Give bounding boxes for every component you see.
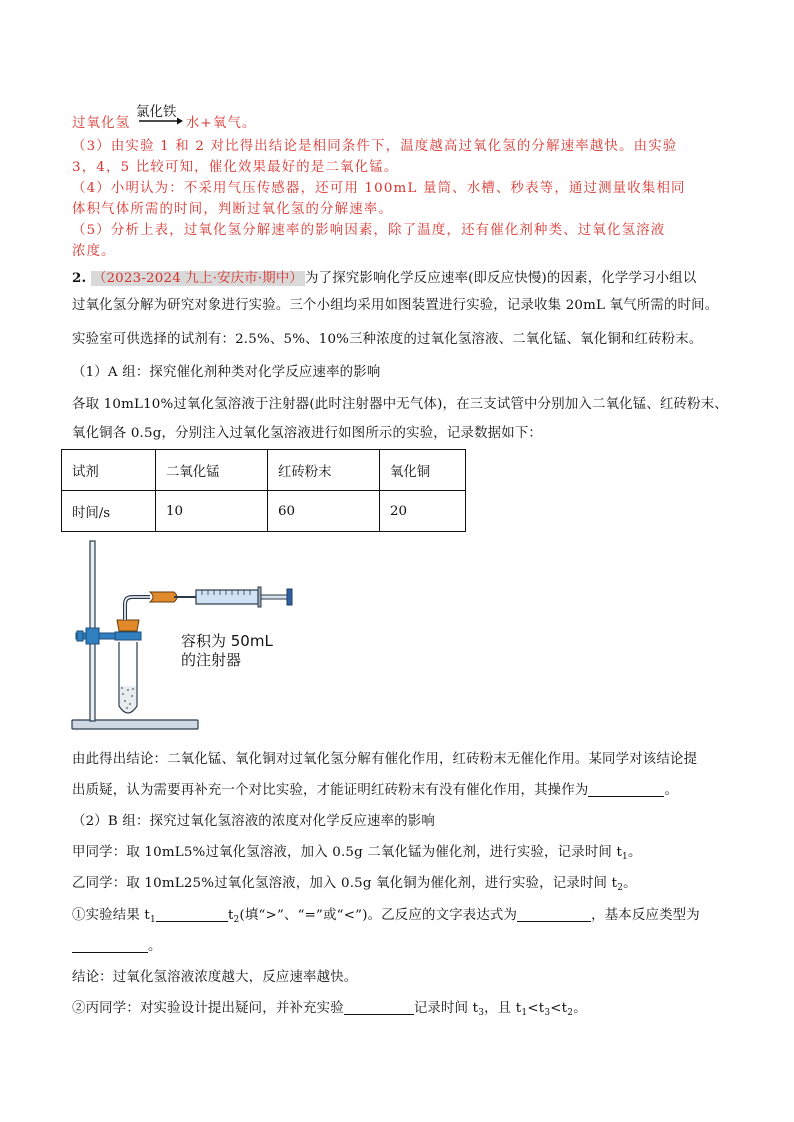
q2-lt: <t: [550, 1001, 568, 1016]
answer-blank[interactable]: [156, 907, 228, 922]
group-a-line2: 氧化铜各 0.5g，分别注入过氧化氢溶液进行如图所示的实验，记录数据如下：: [72, 426, 543, 441]
yi-line: [72, 874, 637, 894]
table-cell: 20: [380, 491, 466, 532]
table-cell: 60: [268, 491, 380, 532]
q2-line: [72, 999, 587, 1019]
eq-reactant: 过氧化氢: [72, 116, 131, 131]
table-cell: 氧化铜: [380, 450, 466, 491]
q1-text-c: (填“>”、“=”或“<”)。乙反应的文字表达式为: [239, 908, 518, 923]
eq-product: 水+氧气。: [185, 116, 257, 131]
subscript: 1: [622, 852, 628, 862]
conclusion-line2: [72, 781, 678, 801]
q2-lt: <t: [527, 1001, 545, 1016]
table-cell: 红砖粉末: [268, 450, 380, 491]
subscript: 1: [150, 915, 156, 925]
data-table: [61, 449, 466, 532]
period: 。: [627, 845, 642, 860]
rubber-connector: [150, 592, 177, 602]
intro-line3: 实验室可供选择的试剂有：2.5%、5%、10%三种浓度的过氧化氢溶液、二氧化锰、氧化铜和红砖粉末。: [72, 332, 703, 347]
syringe-plunger: [261, 595, 287, 599]
glass-tube: [125, 597, 150, 620]
q1-text-a: ①实验结果 t: [72, 908, 150, 923]
table-header-row: [62, 450, 466, 491]
table-cell: 时间/s: [62, 491, 156, 532]
period: 。: [664, 783, 679, 798]
answer-blank[interactable]: [344, 1000, 414, 1015]
subscript: 3: [544, 1008, 551, 1018]
q2-text-a: ②丙同学：对实验设计提出疑问，并补充实验: [72, 1001, 344, 1016]
answer-blank[interactable]: [517, 907, 591, 922]
conclusion-line2-text: 出质疑，认为需要再补充一个对比实验，才能证明红砖粉末有没有催化作用，其操作为: [72, 783, 589, 798]
table-cell: 10: [156, 491, 268, 532]
source-tag: （2023-2024 九上·安庆市·期中）: [92, 271, 304, 286]
answer-p3-line1: （3）由实验 1 和 2 对比得出结论是相同条件下，温度越高过氧化氢的分解速率越快。由实验: [72, 139, 678, 154]
group-a-line1: 各取 10mL10%过氧化氢溶液于注射器(此时注射器中无气体)，在三支试管中分别加入二氧化锰、红砖粉末、: [72, 397, 728, 412]
answer-p5-line2: 浓度。: [72, 244, 116, 259]
tube-clamp: [115, 632, 141, 640]
conclusion-line1: 由此得出结论：二氧化锰、氧化铜对过氧化氢分解有催化作用，红砖粉末无催化作用。某同学对该结论提: [72, 752, 698, 767]
subscript: 2: [233, 915, 240, 925]
figure-label-line1: 容积为 50mL: [181, 632, 273, 650]
plunger-handle: [287, 589, 292, 605]
yi-text: 乙同学：取 10mL25%过氧化氢溶液，加入 0.5g 氧化铜为催化剂，进行实验，记录时间 t: [72, 876, 618, 891]
subscript: 3: [478, 1008, 485, 1018]
figure-label: [181, 632, 273, 670]
table-cell: 二氧化锰: [156, 450, 268, 491]
q1-line: [72, 906, 700, 926]
period: 。: [573, 1001, 587, 1016]
q1-text-d: ，基本反应类型为: [591, 908, 700, 923]
clamp-knob: [77, 631, 83, 641]
period: 。: [623, 876, 637, 891]
group-a-title: （1）A 组：探究催化剂种类对化学反应速率的影响: [72, 365, 381, 380]
answer-p4-line2: 体积气体所需的时间，判断过氧化氢的分解速率。: [72, 202, 393, 217]
answer-blank[interactable]: [588, 782, 664, 797]
question-number: 2.: [72, 270, 87, 286]
group-b-title: （2）B 组：探究过氧化氢溶液的浓度对化学反应速率的影响: [72, 814, 435, 829]
answer-p4-line1: （4）小明认为：不采用气压传感器，还可用 100mL 量筒、水槽、秒表等，通过测量收集相同: [72, 181, 686, 196]
catalyst-label: 氯化铁: [136, 104, 177, 120]
jia-text: 甲同学：取 10mL5%过氧化氢溶液，加入 0.5g 二氧化锰为催化剂，进行实验，记录时间 t: [72, 845, 623, 860]
answer-p3-line2: 3，4，5 比较可知，催化效果最好的是二氧化锰。: [72, 160, 399, 175]
q1-text-b: t: [227, 908, 234, 923]
subscript: 2: [567, 1008, 574, 1018]
period: 。: [148, 939, 162, 954]
answer-blank[interactable]: [72, 938, 148, 953]
subscript: 1: [521, 1008, 528, 1018]
conclusion-b: 结论：过氧化氢溶液浓度越大，反应速率越快。: [72, 970, 358, 985]
table-row: [62, 491, 466, 532]
syringe-barrel: [196, 590, 258, 604]
reaction-arrow-icon: [138, 116, 184, 126]
q1-line2: [72, 937, 162, 957]
q2-text-c: ，且 t: [484, 1001, 522, 1016]
stopper: [117, 620, 139, 631]
subscript: 2: [617, 883, 624, 893]
table-cell: 试剂: [62, 450, 156, 491]
answer-p5-line1: （5）分析上表，过氧化氢分解速率的影响因素，除了温度，还有催化剂种类、过氧化氢溶液: [72, 223, 666, 238]
q2-text-b: 记录时间 t: [413, 1001, 479, 1016]
intro-line2: 过氧化氢分解为研究对象进行实验。三个小组均采用如图装置进行实验，记录收集 20mL 氧气所需的时间。: [72, 298, 719, 313]
question-header: [72, 268, 696, 289]
intro-line1: 为了探究影响化学反应速率(即反应快慢)的因素，化学学习小组以: [305, 271, 697, 286]
clamp-boss: [86, 628, 99, 644]
figure-label-line2: 的注射器: [181, 651, 242, 669]
answer-equation: [72, 114, 257, 135]
jia-line: [72, 843, 642, 863]
